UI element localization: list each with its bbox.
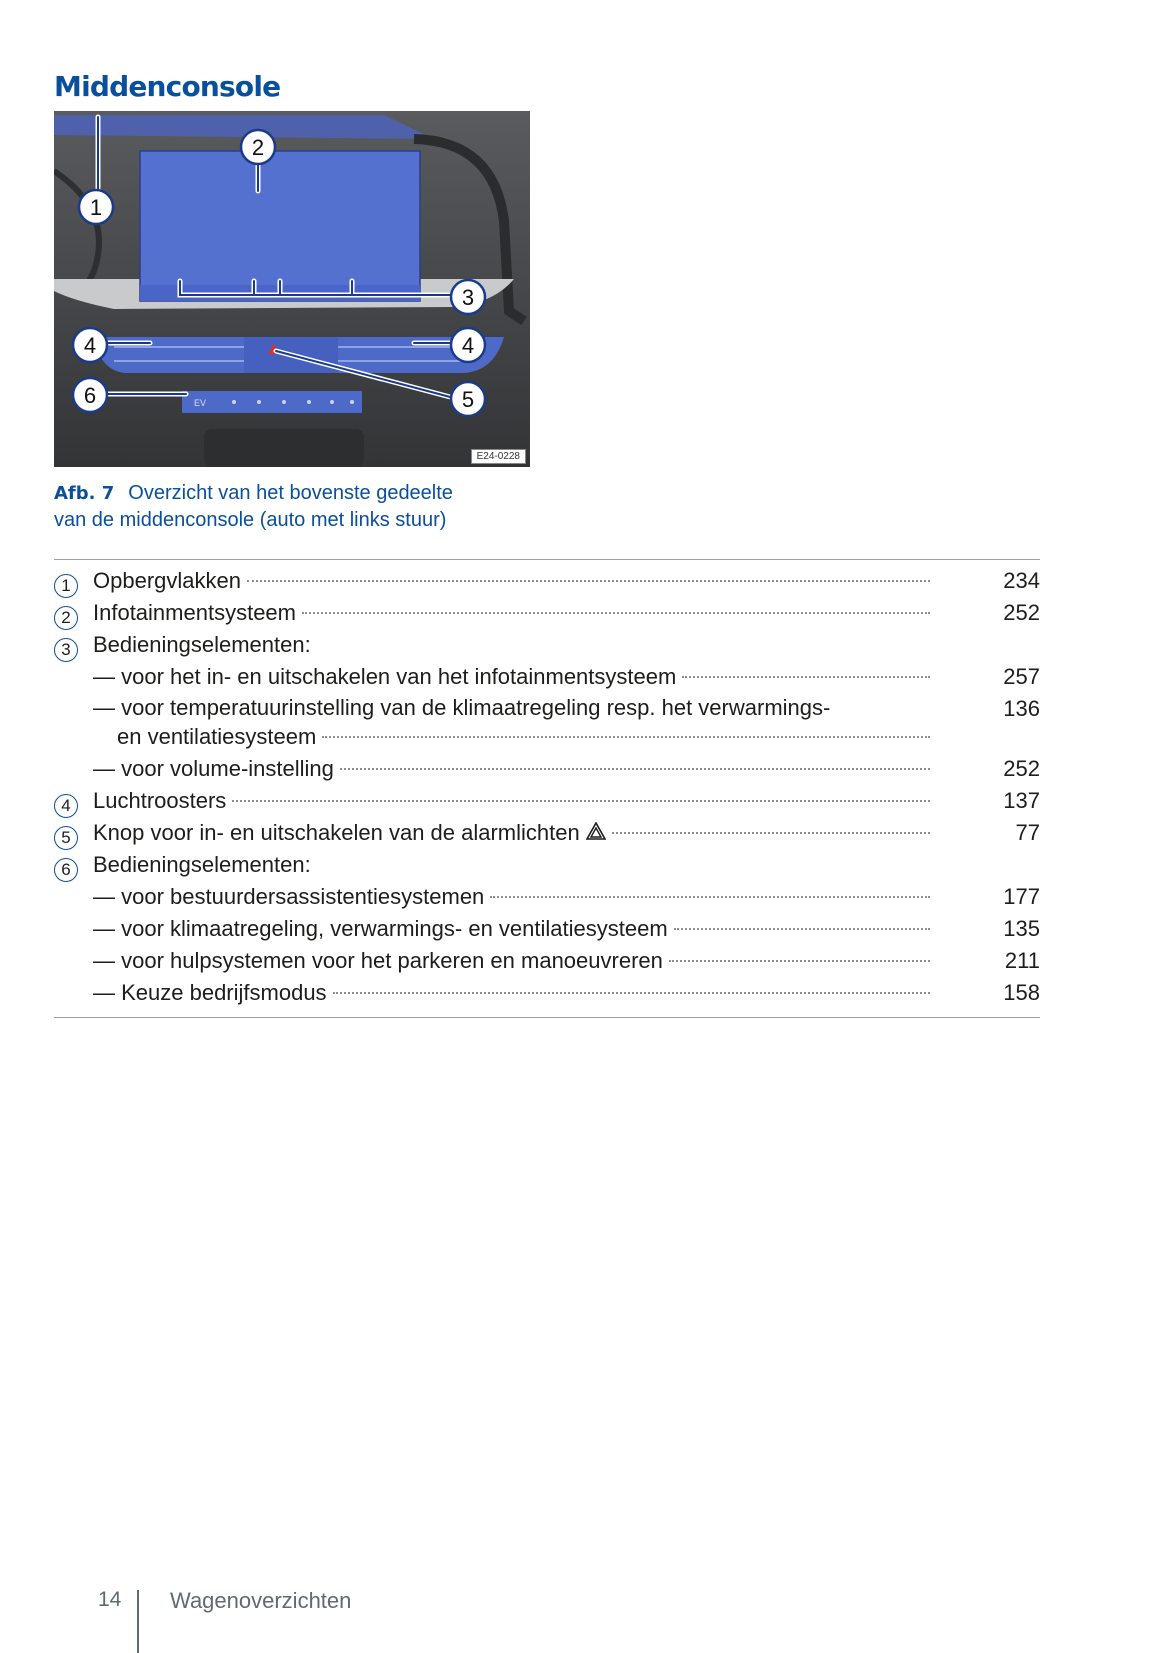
svg-text:4: 4 <box>83 333 97 358</box>
leader-dots <box>490 895 930 898</box>
legend-table <box>54 559 1040 1018</box>
legend-text: — voor volume-instelling <box>93 756 334 781</box>
svg-text:2: 2 <box>251 135 265 160</box>
legend-subitem <box>54 881 1040 913</box>
legend-text: Luchtroosters <box>93 788 227 813</box>
legend-item-3 <box>54 629 1040 661</box>
legend-subitem <box>54 753 1040 785</box>
legend-text: Bedieningselementen: <box>93 632 311 657</box>
footer-section-title: Wagenoverzichten <box>170 1588 352 1613</box>
svg-text:4: 4 <box>461 333 475 358</box>
page-reference[interactable]: 136 <box>1003 696 1040 721</box>
figure-label: Afb. 7 <box>54 483 115 504</box>
legend-number: 1 <box>54 574 78 598</box>
page-reference[interactable]: 77 <box>1015 820 1040 845</box>
legend-text: — voor hulpsystemen voor het parkeren en manoeuvreren <box>93 948 663 973</box>
leader-dots <box>232 799 930 802</box>
svg-text:6: 6 <box>83 383 97 408</box>
page-reference[interactable]: 234 <box>1003 568 1040 593</box>
figure-code: E24-0228 <box>471 449 526 464</box>
callout-5 <box>451 382 485 416</box>
leader-dots <box>340 767 930 770</box>
legend-text: — voor temperatuurinstelling van de klimaatregeling resp. het verwarmings- <box>93 695 831 720</box>
callout-4-right <box>451 328 485 362</box>
footer-page-number: 14 <box>98 1588 122 1611</box>
legend-number: 3 <box>54 638 78 662</box>
center-console-figure <box>54 111 530 467</box>
page-reference[interactable]: 252 <box>1003 756 1040 781</box>
svg-text:3: 3 <box>461 285 475 310</box>
caption-line-1: Overzicht van het bovenste gedeelte <box>128 482 453 504</box>
page-reference[interactable]: 177 <box>1003 884 1040 909</box>
legend-subitem <box>54 977 1040 1009</box>
footer-divider <box>137 1590 139 1653</box>
leader-dots <box>302 611 930 614</box>
legend-subitem <box>54 913 1040 945</box>
legend-text: Opbergvlakken <box>93 568 241 593</box>
legend-text: — voor het in- en uitschakelen van het infotainmentsysteem <box>93 664 677 689</box>
legend-text: — voor klimaatregeling, verwarmings- en ventilatiesysteem <box>93 916 668 941</box>
leader-dots <box>674 927 930 930</box>
page-title: Middenconsole <box>54 70 281 103</box>
page-reference[interactable]: 257 <box>1003 664 1040 689</box>
leader-dots <box>333 991 930 994</box>
callout-2 <box>241 130 275 164</box>
legend-text-continued: en ventilatiesysteem <box>117 724 317 749</box>
legend-number: 4 <box>54 794 78 818</box>
page-reference[interactable]: 211 <box>1004 948 1040 973</box>
legend-subitem <box>54 661 1040 693</box>
legend-subitem <box>54 693 1040 753</box>
legend-item-4 <box>54 785 1040 817</box>
legend-item-5 <box>54 817 1040 849</box>
callout-3 <box>451 280 485 314</box>
callout-1 <box>79 190 113 224</box>
leader-dots <box>669 959 930 962</box>
svg-text:EV: EV <box>194 398 207 408</box>
legend-number: 5 <box>54 826 78 850</box>
leader-dots <box>247 579 930 582</box>
legend-text: Knop voor in- en uitschakelen van de alarmlichten <box>93 820 580 845</box>
figure-caption <box>54 480 554 534</box>
legend-item-2 <box>54 597 1040 629</box>
page-reference[interactable]: 137 <box>1003 788 1040 813</box>
callout-6 <box>73 378 107 412</box>
caption-line-2: van de middenconsole (auto met links stuur) <box>54 509 447 531</box>
legend-subitem <box>54 945 1040 977</box>
callout-4-left <box>73 328 107 362</box>
legend-text: Infotainmentsysteem <box>93 600 296 625</box>
page-reference[interactable]: 158 <box>1003 980 1040 1005</box>
svg-text:5: 5 <box>461 387 475 412</box>
leader-dots <box>682 675 930 678</box>
legend-text: — Keuze bedrijfsmodus <box>93 980 327 1005</box>
leader-dots <box>322 735 930 738</box>
page-reference[interactable]: 135 <box>1003 916 1040 941</box>
center-console-illustration <box>54 111 530 467</box>
leader-dots <box>612 831 930 834</box>
hazard-warning-icon <box>586 817 606 849</box>
legend-number: 2 <box>54 606 78 630</box>
legend-number: 6 <box>54 858 78 882</box>
legend-text: Bedieningselementen: <box>93 852 311 877</box>
legend-item-1 <box>54 565 1040 597</box>
page-reference[interactable]: 252 <box>1003 600 1040 625</box>
legend-text: — voor bestuurdersassistentiesystemen <box>93 884 485 909</box>
legend-item-6 <box>54 849 1040 881</box>
svg-text:1: 1 <box>89 195 103 220</box>
